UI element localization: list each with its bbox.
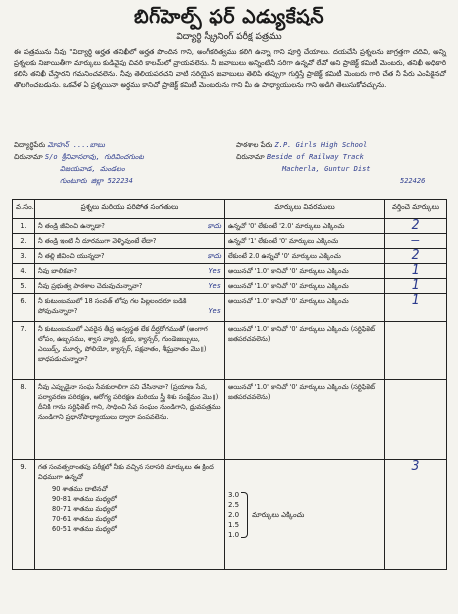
row-num: 3. [13, 249, 35, 264]
row-question [35, 234, 225, 249]
school-name-label: పాఠశాల పేరు [236, 141, 273, 149]
student-name-value: మోహన్ ....బాబు [47, 141, 105, 149]
row-num: 8. [13, 380, 35, 460]
table-row [13, 279, 447, 294]
school-name-field[interactable] [236, 140, 367, 151]
row-num: 5. [13, 279, 35, 294]
table-row [13, 460, 447, 570]
row-details: ఉన్నచో '1' లేకుంటే '0' మార్కులు ఎక్కించు [225, 234, 385, 249]
student-name-label: విద్యార్థిపేరు [14, 141, 46, 149]
row-answer: కాదు [207, 222, 221, 230]
student-address-line3: గుంటూరు జిల్లా 522234 [60, 177, 133, 185]
school-address-line3: 522426 [400, 177, 426, 185]
grade-item: 90-81 శాతము మధ్యలో [52, 495, 117, 503]
form-subtitle: విద్యార్థి స్క్రీనింగ్ పరీక్ష పత్రము [176, 32, 282, 42]
row-question [35, 294, 225, 322]
row-score[interactable]: 2 [385, 219, 447, 234]
row-question-text: నీ తండ్రి ఇంటి నీ దూరముగా వెళ్ళివుంటే లేదా? [38, 237, 157, 245]
grade-score: 1.0 [228, 530, 240, 539]
grade-score: 1.5 [228, 520, 240, 529]
student-address-field[interactable] [14, 152, 144, 163]
row-details: అయినచో '1.0' కానిచో '0' మార్కులు ఎక్కించు [225, 264, 385, 279]
row-score[interactable]: 1 [385, 264, 447, 279]
school-address-line2: Macherla, Guntur Dist [282, 165, 371, 173]
grade-item: 70-61 శాతము మధ్యలో [52, 515, 117, 523]
student-address-line2-field [60, 164, 125, 175]
row-question: నీ కుటుంబములో ఎవరైన తీవ్ర అస్వస్థత లేక దీర్ఘరోగముతో (అంగాగ లోపం, ఉబ్బసము, శ్వాస వ్యాధి, క్షయ, క్యాన్సర్, గుండెజబ్బులు, ఎయిడ్స్, మూర్ఛ, పోలియో, క్యాన్సర్, పక్షవాతం, శీఘ్రవాతం మొ॥) బాధపడుచున్నారా? [35, 322, 225, 380]
row-question-text: నీవు బాలికవా? [38, 267, 78, 275]
header-num: వ.సం. [13, 200, 35, 219]
row-question-text: నీ తల్లి జీవించి యున్నదా? [38, 252, 105, 260]
table-row [13, 294, 447, 322]
row-details: ఉన్నచో '0' లేకుంటే '2.0' మార్కులు ఎక్కించు [225, 219, 385, 234]
row-score[interactable]: 3 [385, 460, 447, 570]
row-question [35, 219, 225, 234]
table-row [13, 234, 447, 249]
grade-bracket [241, 492, 248, 538]
row-answer: Yes [208, 307, 221, 315]
grade-score: 2.5 [228, 500, 240, 509]
row-details: అయినచో '1.0' కానిచో '0' మార్కులు ఎక్కించు (సర్టిఫికెట్ జతపరచవలెను) [225, 380, 385, 460]
school-address-field[interactable] [236, 152, 364, 163]
table-row [13, 249, 447, 264]
student-address-label: చిరునామా [14, 153, 43, 161]
grade-score: 2.0 [228, 510, 240, 519]
table-row [13, 380, 447, 460]
row-question [35, 279, 225, 294]
school-name-value: Z.P. Girls High School [274, 141, 368, 149]
grade-item: 90 శాతము దాటినచో [52, 485, 108, 493]
header-marks: వర్తించె మార్కులు [385, 200, 447, 219]
form-title: బిగ్‌హెల్ప్ ఫర్ ఎడ్యుకేషన్ [133, 6, 325, 28]
row-num: 6. [13, 294, 35, 322]
row-details: లేకుంటే 2.0 ఉన్నచో '0' మార్కులు ఎక్కించు [225, 249, 385, 264]
row-answer: Yes [208, 282, 221, 290]
student-address-line1: S/o శ్రీనివాసరావు, గురివిందగుంట [44, 153, 144, 161]
grade-item: 60-51 శాతము మధ్యలో [52, 525, 117, 533]
table-row [13, 219, 447, 234]
row-question [35, 264, 225, 279]
row-score[interactable] [385, 322, 447, 380]
grade-score-list [228, 490, 239, 540]
grade-item: 80-71 శాతము మధ్యలో [52, 505, 117, 513]
row-score[interactable]: 1 [385, 294, 447, 322]
row-details: అయినచో '1.0' కానిచో '0' మార్కులు ఎక్కించు [225, 294, 385, 322]
row-score[interactable] [385, 380, 447, 460]
row-num: 2. [13, 234, 35, 249]
grade-list [38, 484, 221, 534]
table-row [13, 264, 447, 279]
row-num: 1. [13, 219, 35, 234]
student-address-line3-field [60, 176, 133, 187]
questions-table [12, 199, 447, 570]
row-question-text: నీ కుటుంబములో 18 సంవత్ లోపు గల పిల్లలందరూ బడికి పోవుచున్నారా? [38, 297, 187, 315]
row-num: 9. [13, 460, 35, 570]
row-answer: Yes [208, 267, 221, 275]
instructions-paragraph: ఈ పత్రమును నీవు "విద్యార్థి అర్హత తనిఖీలో అర్హత పొందిన గాని, అంగీకరిత్వము కలిగి ఉన్నా గాని పూర్తి చేయాలు. దయచేసి ప్రశ్నలను జాగ్రత్తగా చదివి, అన్ని ప్రశ్నలకు నిజాయితీగా మార్కులు కుడివైపు చివరి కాలమ్‌లో వ్రాయవలెను. నీ జవాబులు అన్నింటినీ సరిగా ఉన్నవో లేవో అని ప్రాజెక్ట్ కమిటీ మెంబరు, తనిఖీ అధికారి కలిసి తనిఖీ చేస్తారని గమనించవలెను. నీవు తెలియపరచని వాటి సరియైన జవాబులు తెలిపి తప్పుగా గుర్తిస్తే ప్రాజెక్ట్ కమిటీ మెంబరు గారి చేత నీ పేరు ఎంపికైనచో తొలగించబడును. ఒకవేళ ఏ ప్రశ్నయినా అర్థము కానిచో ప్రాజెక్ట్ కమిటీ మెంబరును గాని మీ ఉ పాధ్యాయులను గాని అడిగి తెలుసుకోవచ్చును. [14, 48, 446, 89]
grade-score: 3.0 [228, 490, 240, 499]
grade-marks-note: మార్కులు ఎక్కించు [252, 510, 305, 519]
row-num: 7. [13, 322, 35, 380]
row-score[interactable]: 1 [385, 279, 447, 294]
school-address-label: చిరునామా [236, 153, 265, 161]
row-question-text: నీవు ప్రభుత్వ పాఠశాల చెదువుచున్నావా? [38, 282, 143, 290]
school-address-line2-field [282, 164, 371, 175]
table-row [13, 322, 447, 380]
row-score[interactable]: — [385, 234, 447, 249]
row-answer: కాదు [207, 252, 221, 260]
student-name-field[interactable] [14, 140, 105, 151]
row-details: అయినచో '1.0' కానిచో '0' మార్కులు ఎక్కించు [225, 279, 385, 294]
row-question [35, 460, 225, 570]
header-question: ప్రశ్నలు మరియు పరిపోత సంగతులు [35, 200, 225, 219]
row-details: అయినచో '1.0' కానిచో '0' మార్కులు ఎక్కించు (సర్టిఫికెట్ జతపరచవలెను) [225, 322, 385, 380]
table-header-row [13, 200, 447, 219]
row-details [225, 460, 385, 570]
row-question: నీవు ఎప్పుడైనా సంఘ సేవకురాలిగా పని చేసినావా? (ప్రయాణ సేవ, పర్యావరణ పరిరక్షణ, ఆరోగ్య పరిరక్షణ మరియు స్త్రీ శిశు సంక్షేమం మొ॥) దీనికి గాను సర్టిఫికెట్ గాని, సాధించి సేవ సంఘం నుండిగాని, ధ్రువపత్రము నుండిగాని ప్రధానోపాధ్యాయులు ద్వారా పంపవలెను. [35, 380, 225, 460]
school-address-line1: Beside of Railway Track [266, 153, 364, 161]
row-score[interactable]: 2 [385, 249, 447, 264]
row-question-text: గత సంవత్సరాంతపు పరీక్షలో నీకు వచ్చిన సరాసరి మార్కులు ఈ క్రింద విధముగా ఉన్నచో [38, 463, 214, 481]
header-details: మార్కులు వివరములు [225, 200, 385, 219]
row-num: 4. [13, 264, 35, 279]
school-address-line3-field [400, 176, 425, 187]
student-address-line2: విజయవాడ, మండలం [60, 165, 125, 173]
row-question [35, 249, 225, 264]
row-question-text: నీ తండ్రి జీవించి ఉన్నాడా? [38, 222, 105, 230]
